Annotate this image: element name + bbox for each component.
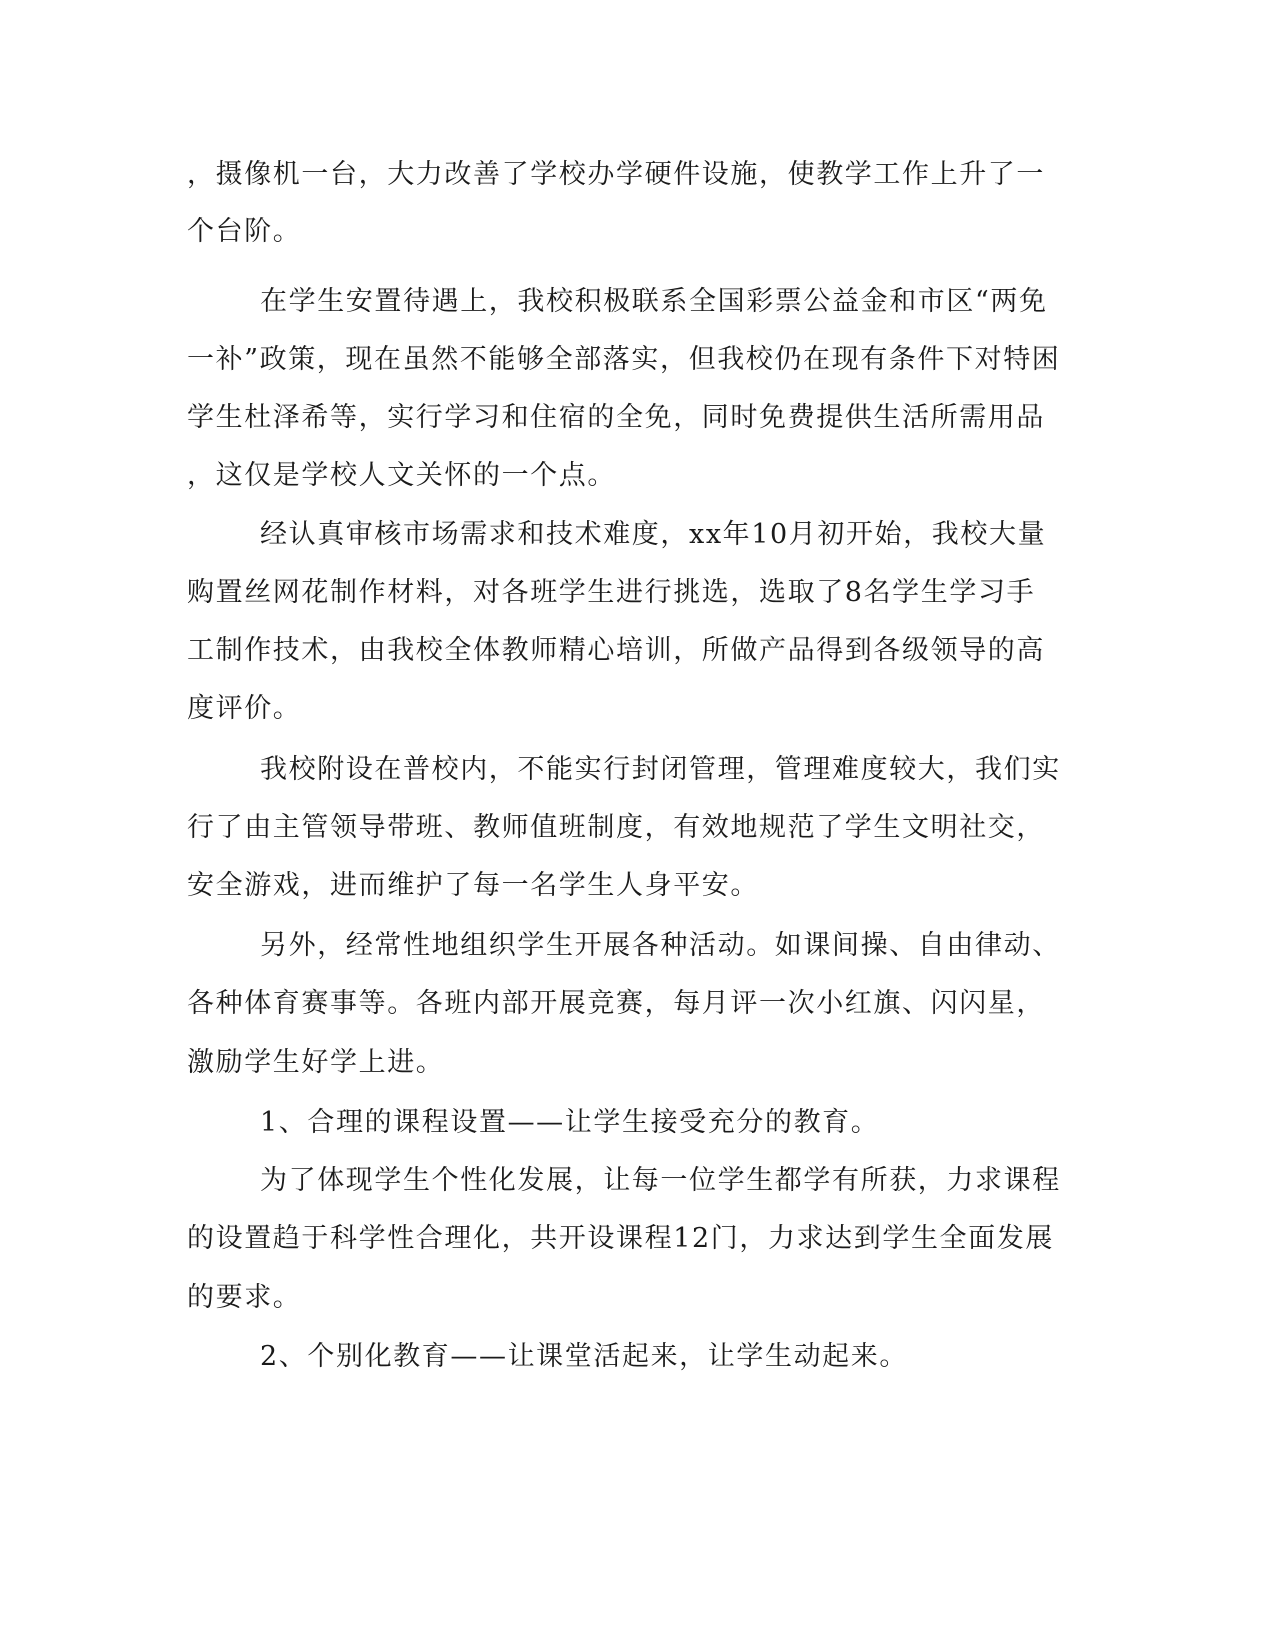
- text-line: 的要求。: [187, 1282, 302, 1313]
- paragraph-start-line: 在学生安置待遇上，我校积极联系全国彩票公益金和市区“两免: [260, 286, 1048, 317]
- text-line: 行了由主管领导带班、教师值班制度，有效地规范了学生文明社交，: [187, 812, 1045, 843]
- text-line: 个台阶。: [187, 216, 302, 247]
- text-line: 学生杜泽希等，实行学习和住宿的全免，同时免费提供生活所需用品: [187, 402, 1045, 433]
- paragraph-start-line: 另外，经常性地组织学生开展各种活动。如课间操、自由律动、: [260, 930, 1061, 961]
- text-line: ，摄像机一台，大力改善了学校办学硬件设施，使教学工作上升了一: [187, 159, 1045, 190]
- text-line: ，这仅是学校人文关怀的一个点。: [187, 460, 616, 491]
- text-line: 激励学生好学上进。: [187, 1047, 445, 1078]
- text-line: 安全游戏，进而维护了每一名学生人身平安。: [187, 870, 759, 901]
- section-heading-1: 1、合理的课程设置——让学生接受充分的教育。: [260, 1107, 880, 1138]
- text-line: 工制作技术，由我校全体教师精心培训，所做产品得到各级领导的高: [187, 635, 1045, 666]
- text-line: 购置丝网花制作材料，对各班学生进行挑选，选取了8名学生学习手: [187, 577, 1036, 608]
- text-line: 度评价。: [187, 693, 302, 724]
- paragraph-start-line: 我校附设在普校内，不能实行封闭管理，管理难度较大，我们实: [260, 754, 1061, 785]
- text-line: 一补”政策，现在虽然不能够全部落实，但我校仍在现有条件下对特困: [187, 344, 1061, 375]
- text-line: 各种体育赛事等。各班内部开展竞赛，每月评一次小红旗、闪闪星，: [187, 988, 1045, 1019]
- paragraph-start-line: 为了体现学生个性化发展，让每一位学生都学有所获，力求课程: [260, 1165, 1061, 1196]
- paragraph-start-line: 经认真审核市场需求和技术难度，xx年10月初开始，我校大量: [260, 519, 1047, 550]
- section-heading-2: 2、个别化教育——让课堂活起来，让学生动起来。: [260, 1341, 908, 1372]
- text-line: 的设置趋于科学性合理化，共开设课程12门，力求达到学生全面发展: [187, 1223, 1054, 1254]
